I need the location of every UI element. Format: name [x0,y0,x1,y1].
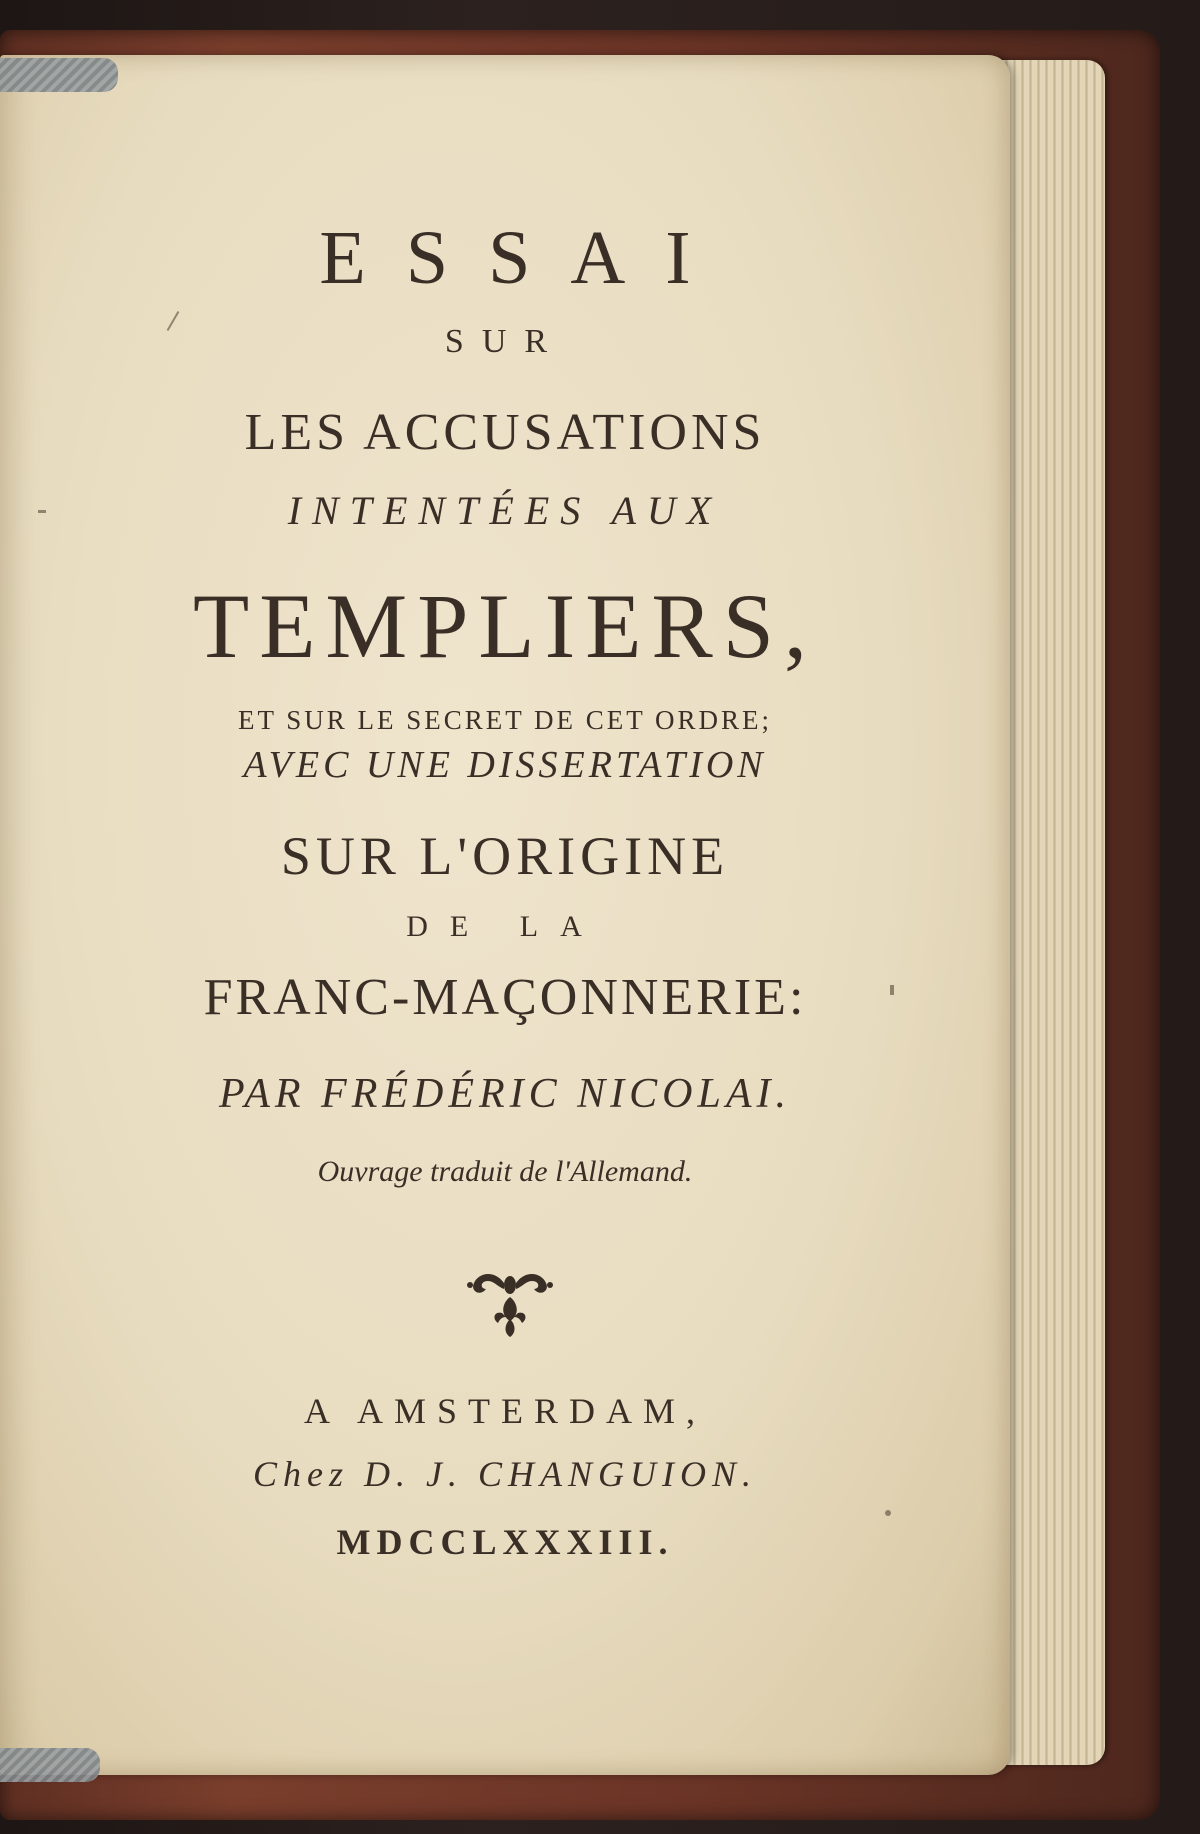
translation-note: Ouvrage traduit de l'Allemand. [317,1155,693,1188]
title-intentees: INTENTÉES AUX [287,488,723,533]
ink-speck [885,1510,891,1516]
title-templiers: TEMPLIERS, [193,575,817,677]
title-secret: ET SUR LE SECRET DE CET ORDRE; [237,705,773,735]
imprint-year: MDCCLXXXIII. [336,1522,674,1562]
title-de-la: DE LA [406,910,604,943]
imprint-publisher: Chez D. J. CHANGUION. [253,1454,757,1494]
author-line: PAR FRÉDÉRIC NICOLAI. [218,1071,791,1117]
imprint-city: A AMSTERDAM, [303,1391,707,1431]
fleuron-ornament-icon [460,1263,560,1343]
ink-speck [38,510,46,513]
title-page [0,55,1010,1775]
title-franc-maconnerie: FRANC-MAÇONNERIE: [203,969,807,1026]
title-accusations: LES ACCUSATIONS [244,404,766,461]
title-sur: SUR [444,323,566,360]
bookmark-ribbon [0,1748,100,1782]
bookmark-ribbon [0,58,118,92]
title-dissertation: AVEC UNE DISSERTATION [243,744,767,786]
ink-speck [890,985,894,995]
title-origine: SUR L'ORIGINE [280,826,730,886]
title-essai: ESSAI [319,216,731,300]
